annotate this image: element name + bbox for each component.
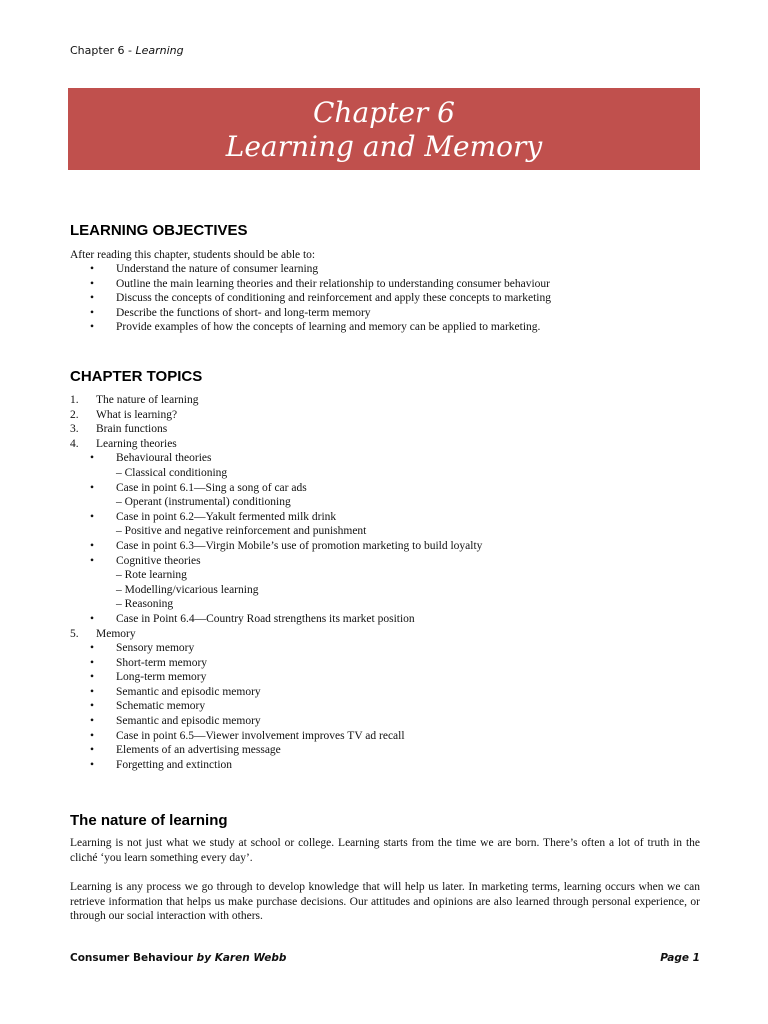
list-item: – Classical conditioning [116,466,228,479]
list-item: – Operant (instrumental) conditioning [116,496,291,509]
bullet-icon: • [90,671,95,684]
bullet-icon: • [90,729,95,742]
list-item: • Case in point 6.3—Virgin Mobile’s use of promotion marketing to build loyalty [90,539,483,552]
list-item: • Describe the functions of short- and long-term memory [90,306,371,319]
chapter-number: Chapter 6 [313,96,455,129]
bullet-icon: • [90,263,95,275]
list-item: – Modelling/vicarious learning [116,583,259,596]
bullet-icon: • [90,685,95,698]
list-item: 2. What is learning? [70,408,178,421]
topics-heading: CHAPTER TOPICS [70,368,203,385]
bullet-icon: • [90,481,95,494]
list-item: – Rote learning [116,569,187,582]
list-item: • Sensory memory [90,642,195,655]
list-item: • Long-term memory [90,671,207,684]
bullet-icon: • [90,656,95,669]
bullet-icon: • [90,612,95,625]
nature-paragraph-1: Learning is not just what we study at school or college. Learning starts from the time we are born. There’s often a lot of truth in the cliché ‘you learn something every day’. [70,837,700,864]
list-item: • Elements of an advertising message [90,744,281,757]
bullet-icon: • [90,642,95,655]
bullet-icon: • [90,292,95,305]
bullet-icon: • [90,700,95,713]
topics-list [70,393,700,772]
list-item: • Discuss the concepts of conditioning and reinforcement and apply these concepts to marketing [90,292,551,305]
list-item: • Case in point 6.5—Viewer involvement improves TV ad recall [90,729,405,742]
chapter-title: Learning and Memory [225,130,543,163]
list-item: • Forgetting and extinction [90,758,233,771]
nature-paragraph-2: Learning is any process we go through to develop knowledge that will help us later. In marketing terms, learning occurs when we can retrieve information that helps us make purchase decisions. Our attitudes and opinions are also learned through personal experience, or through our social interaction with others. [70,881,700,923]
list-item: • Behavioural theories [90,452,212,465]
list-item: – Positive and negative reinforcement and punishment [116,525,367,538]
bullet-icon: • [90,554,95,567]
footer-book-title: Consumer Behaviour by Karen Webb [70,952,287,964]
list-item: 4. Learning theories [70,437,177,450]
bullet-icon: • [90,306,95,319]
bullet-icon: • [90,715,95,728]
list-item: 1. The nature of learning [70,394,199,406]
list-item: • Short-term memory [90,656,208,669]
objectives-list [70,262,700,335]
list-item: • Provide examples of how the concepts of learning and memory can be applied to marketing. [90,321,541,334]
list-item: • Schematic memory [90,700,206,713]
bullet-icon: • [90,539,95,552]
list-item: • Case in Point 6.4—Country Road strengthens its market position [90,612,415,625]
running-header [70,44,184,57]
bullet-icon: • [90,510,95,523]
page-number: Page 1 [660,952,700,964]
running-header-chapter: Chapter 6 - [70,44,136,57]
list-item: • Semantic and episodic memory [90,685,261,698]
nature-heading: The nature of learning [70,812,228,829]
list-item: • Case in point 6.1—Sing a song of car ads [90,481,307,494]
bullet-icon: • [90,744,95,757]
bullet-icon: • [90,277,95,290]
list-item: 3. Brain functions [70,423,168,436]
running-header-title: Learning [135,44,184,57]
list-item: • Understand the nature of consumer learning [90,263,319,275]
list-item: • Cognitive theories [90,554,201,567]
bullet-icon: • [90,452,95,465]
bullet-icon: • [90,321,95,334]
objectives-heading: LEARNING OBJECTIVES [70,222,248,239]
bullet-icon: • [90,758,95,771]
footer-author: by Karen Webb [196,952,287,964]
list-item: 5. Memory [70,627,136,640]
chapter-banner [68,88,700,170]
list-item: • Case in point 6.2—Yakult fermented milk drink [90,510,337,523]
list-item: • Outline the main learning theories and their relationship to understanding consumer behaviour [90,277,551,290]
list-item: • Semantic and episodic memory [90,715,261,728]
objectives-intro: After reading this chapter, students should be able to: [70,249,316,261]
list-item: – Reasoning [116,598,174,611]
